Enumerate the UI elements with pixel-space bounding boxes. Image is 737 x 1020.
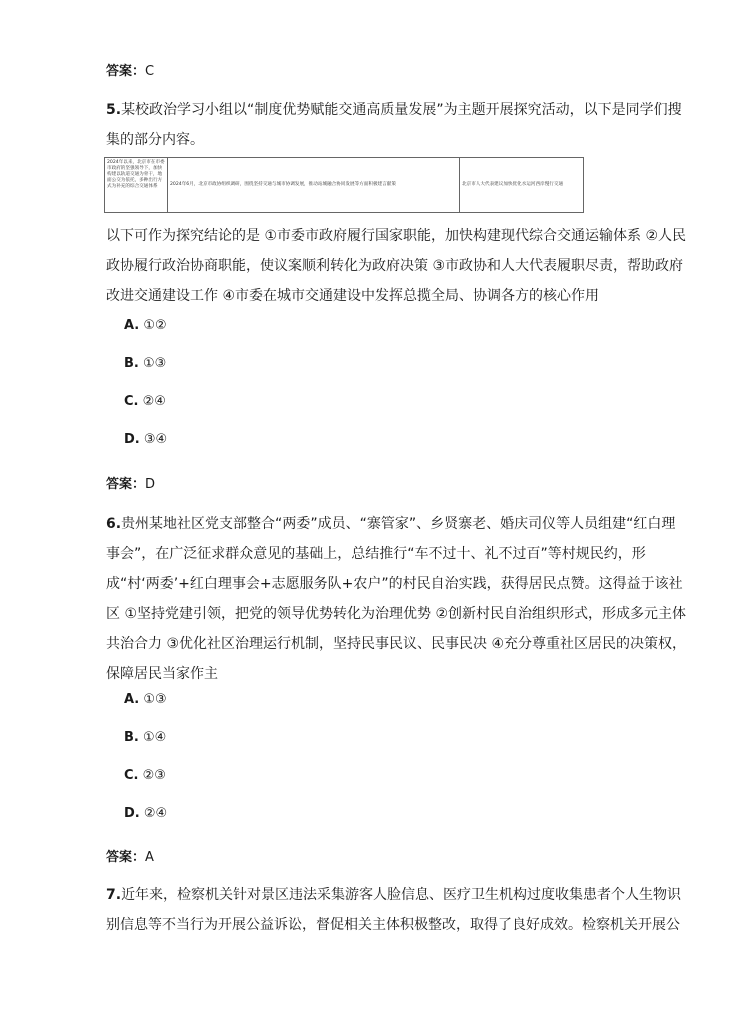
question-number: 7. [106, 887, 122, 903]
option-a[interactable] [124, 318, 167, 333]
option-text: ③④ [143, 432, 168, 447]
question-text: 近年来，检察机关针对景区违法采集游客人脸信息、医疗卫生机构过度收集患者个人生物识别信息等不当行为开展公益诉讼，督促相关主体积极整改，取得了良好成效。检察机关开展公 [106, 887, 682, 933]
option-c[interactable] [124, 768, 166, 783]
option-text: ①③ [143, 692, 167, 707]
option-text: ①② [143, 318, 167, 333]
option-letter: C. [124, 768, 139, 783]
option-text: ②④ [143, 806, 168, 821]
table-cell-cppcc: 2024年6月，北京市政协组织调研，围绕坚持交通与城市协调发展，推动站城融合协同发展等方面积极建言献策 [168, 158, 460, 212]
answer-value: D [145, 477, 156, 492]
option-text: ②④ [142, 394, 166, 409]
option-b[interactable] [124, 356, 166, 371]
question-text: 某校政治学习小组以“制度优势赋能交通高质量发展”为主题开展探究活动，以下是同学们搜集的部分内容。 [106, 102, 682, 148]
answer-label: 答案： [106, 850, 146, 865]
option-d[interactable] [124, 432, 167, 447]
option-a[interactable] [124, 692, 167, 707]
question-5-prompt: 以下可作为探究结论的是 ①市委市政府履行国家职能，加快构建现代综合交通运输体系 ②人民政协履行政治协商职能，使议案顺利转化为政府决策 ③市政协和人大代表履职尽责，帮助政府改进交通建设工作 ④市委在城市交通建设中发挥总揽全局、协调各方的核心作用 [106, 228, 686, 304]
option-text: ①④ [143, 730, 167, 745]
answer-q4 [106, 60, 154, 79]
answer-label: 答案： [106, 64, 146, 79]
question-7-stem [106, 880, 686, 940]
answer-q5 [106, 473, 155, 492]
question-6-stem [106, 509, 686, 689]
table-cell-npc: 北京市人大代表建议加快优化水运河西岸慢行交通 [462, 182, 564, 187]
option-letter: A. [124, 692, 140, 707]
answer-value: A [145, 850, 154, 865]
option-letter: D. [124, 432, 140, 447]
option-c[interactable] [124, 394, 166, 409]
option-letter: B. [124, 356, 139, 371]
answer-q6 [106, 846, 154, 865]
option-letter: A. [124, 318, 140, 333]
table-cell-municipal: 2024年以来，北京市在市委市政府的坚强领导下，加快构建以轨道交通为骨干，地面公交为依托，多种出行方式为补充的综合交通体系 [105, 158, 168, 212]
answer-label: 答案： [106, 477, 146, 492]
question-5-table [104, 157, 584, 213]
question-number: 6. [106, 516, 122, 532]
question-5-stem [106, 95, 686, 155]
option-b[interactable] [124, 730, 166, 745]
question-number: 5. [106, 102, 122, 118]
option-letter: C. [124, 394, 139, 409]
question-text: 贵州某地社区党支部整合“两委”成员、“寨管家”、乡贤寨老、婚庆司仪等人员组建“红白理事会”，在广泛征求群众意见的基础上，总结推行“车不过十、礼不过百”等村规民约，形成“村‘两委’+红白理事会+志愿服务队+农户”的村民自治实践，获得居民点赞。这得益于该社区 ①坚持党建引领，把党的领导优势转化为治理优势 ②创新村民自治组织形式，形成多元主体共治合力 ③优化社区治理运行机制，坚持民事民议、民事民决 ④充分尊重社区居民的决策权，保障居民当家作主 [106, 516, 686, 682]
option-text: ②③ [142, 768, 166, 783]
option-d[interactable] [124, 806, 167, 821]
option-letter: D. [124, 806, 140, 821]
option-letter: B. [124, 730, 139, 745]
option-text: ①③ [143, 356, 167, 371]
answer-value: C [145, 64, 155, 79]
